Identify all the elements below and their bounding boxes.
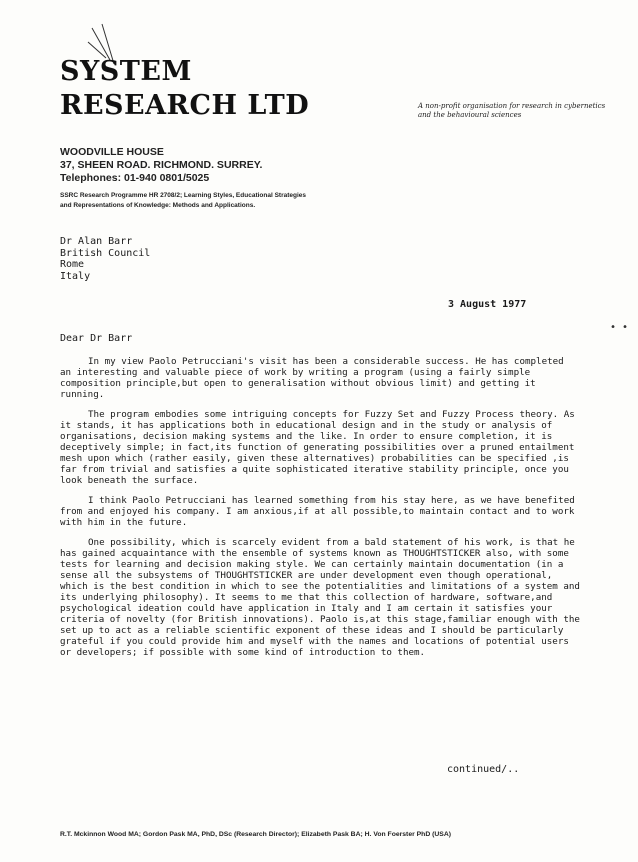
- programme-info: [60, 191, 580, 211]
- address-line-1: WOODVILLE HOUSE: [60, 146, 164, 158]
- margin-marks: • •: [609, 322, 628, 333]
- paragraph-2: The program embodies some intriguing concepts for Fuzzy Set and Fuzzy Process theory. As it stands, it has applications both in educational design and in the study or analysis of organisations, decision making systems and the like. In order to ensure completion, it is deceptively simple; in fact,its function of generating possibilities over a pruned entailment mesh upon which (rather easily, given these alternatives) probabilities can be specified ,is far from trivial and satisfies a quite sophisticated iterative stability principle, once you look beneath the surface.: [60, 409, 575, 486]
- recipient-line-3: Rome: [60, 259, 85, 270]
- company-logo: [60, 58, 309, 121]
- logo-line-1: SYSTEM: [60, 56, 192, 87]
- letter-date: 3 August 1977: [448, 299, 527, 310]
- logo-line-2: RESEARCH LTD: [60, 90, 310, 122]
- programme-line-2: and Representations of Knowledge: Methods and Applications.: [60, 202, 256, 209]
- paragraph-4: One possibility, which is scarcely evident from a bald statement of his work, is that he has gained acquaintance with the ensemble of systems known as THOUGHTSTICKER also, with some tests for learning and decision making style. We can certainly maintain documentation (in a sense all the subsystems of THOUGHTSTICKER are under development even though operational, which is the best condition in which to see the potentialities and limitations of a system and its underlying philosophy). It seems to me that this collection of hardware, software,and psychological ideation could have application in Italy and I am certain it satisfies your criteria of novelty (for British innovations). Paolo is,at this stage,familiar enough with the set up to act as a reliable scientific exponent of these ideas and I should be particularly grateful if you could provide him and myself with the names and locations of potential users or developers; if possible with some kind of introduction to them.: [60, 537, 580, 658]
- letter-body: [60, 356, 580, 667]
- letterhead-address: [60, 146, 262, 185]
- tagline: A non-profit organisation for research in cybernetics and the behavioural sciences: [418, 102, 606, 119]
- paragraph-3: I think Paolo Petrucciani has learned something from his stay here, as we have benefited from and enjoyed his company. I am anxious,if at all possible,to maintain contact and to work with him in the future.: [60, 495, 575, 528]
- programme-line-1: SSRC Research Programme HR 2708/2; Learning Styles, Educational Strategies: [60, 192, 307, 199]
- salutation: Dear Dr Barr: [60, 333, 133, 344]
- recipient-address: [60, 236, 150, 282]
- continued-note: continued/..: [447, 764, 520, 775]
- recipient-line-4: Italy: [60, 270, 91, 282]
- recipient-line-1: Dr Alan Barr: [60, 236, 133, 247]
- address-line-2: 37, SHEEN ROAD. RICHMOND. SURREY.: [60, 159, 263, 171]
- directors-footer: R.T. Mckinnon Wood MA; Gordon Pask MA, PhD, DSc (Research Director); Elizabeth Pask BA; H. Von Foerster PhD (USA): [60, 831, 451, 838]
- paragraph-1: In my view Paolo Petrucciani's visit has been a considerable success. He has completed an interesting and valuable piece of work by writing a program (using a fairly simple composition principle,but open to generalisation without obvious limit) and getting it running.: [60, 356, 564, 400]
- telephone: Telephones: 01-940 0801/5025: [60, 172, 210, 184]
- recipient-line-2: British Council: [60, 247, 151, 259]
